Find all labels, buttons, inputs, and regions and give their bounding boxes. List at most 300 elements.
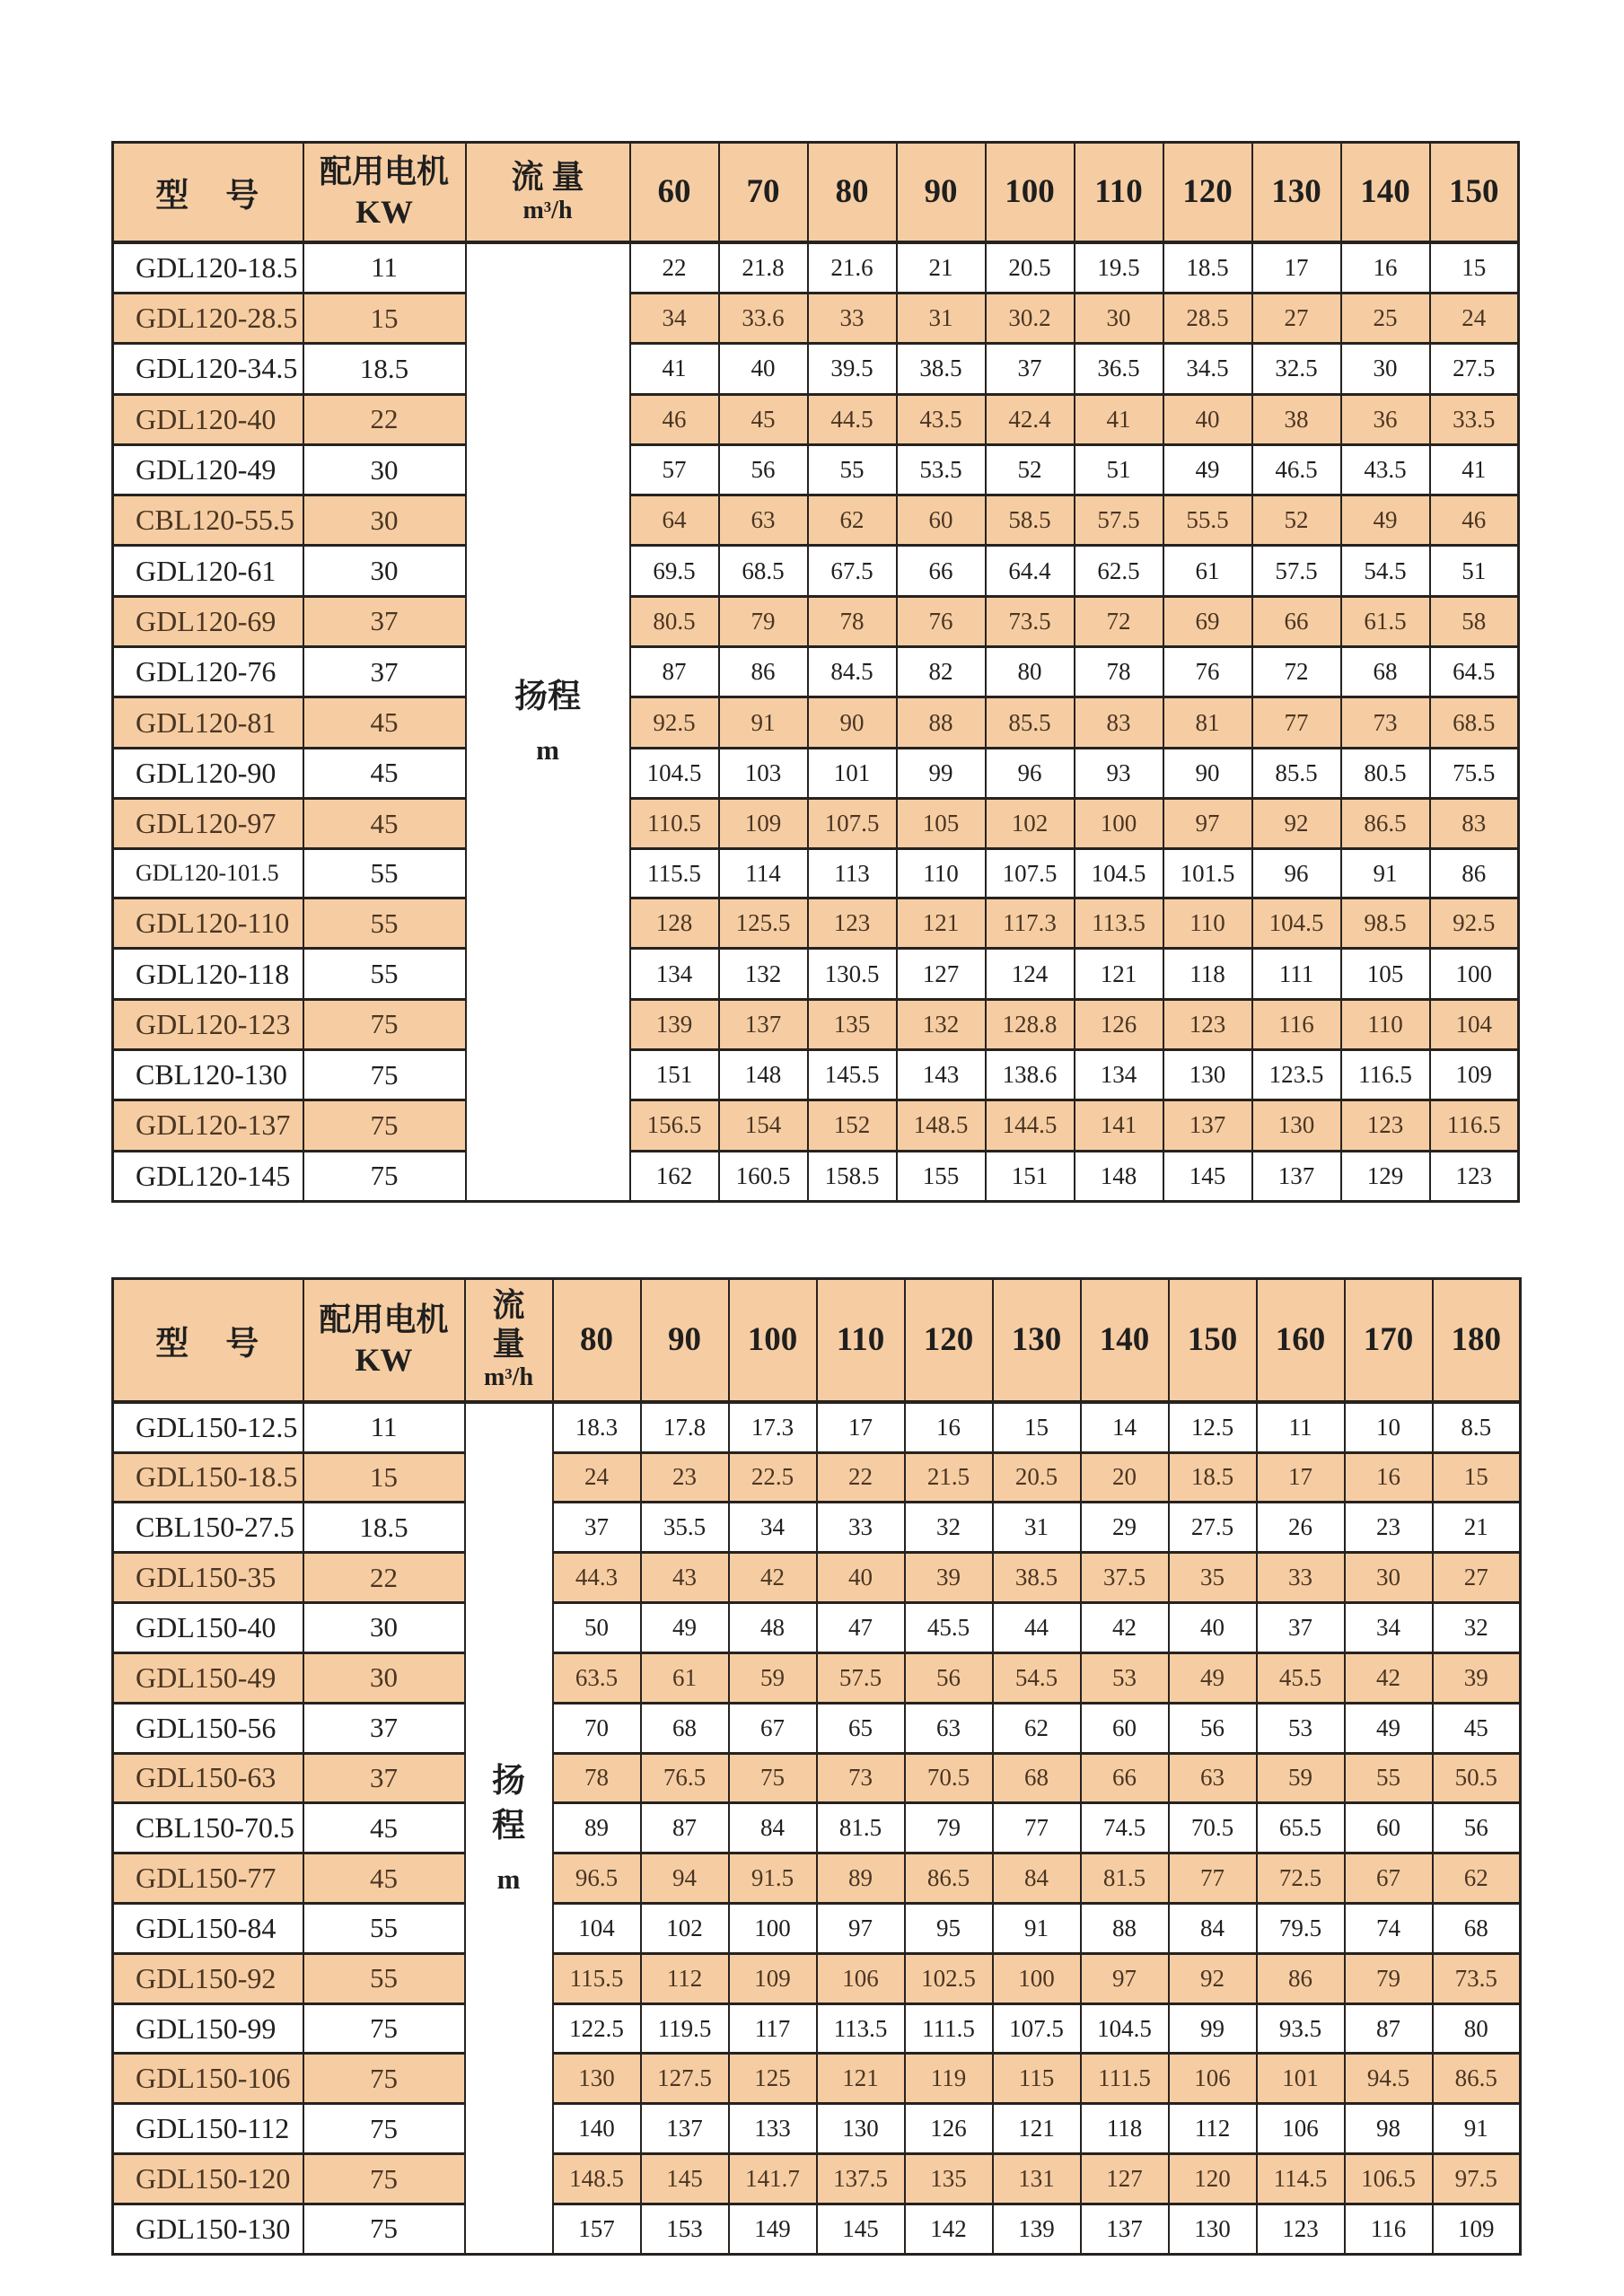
value-cell: 144.5	[986, 1100, 1075, 1151]
kw-cell: 45	[303, 697, 466, 748]
value-cell: 106.5	[1345, 2154, 1433, 2204]
pump-table-gdl150	[111, 1277, 1522, 2256]
value-cell: 45.5	[905, 1603, 993, 1653]
value-cell: 79	[905, 1803, 993, 1853]
value-cell: 78	[1075, 647, 1163, 697]
value-cell: 61	[641, 1652, 729, 1703]
value-cell: 93	[1075, 748, 1163, 798]
flow-rate-header: 170	[1345, 1279, 1433, 1402]
value-cell: 123	[1341, 1100, 1430, 1151]
value-cell: 53	[1257, 1703, 1345, 1753]
value-cell: 135	[905, 2154, 993, 2204]
value-cell: 33.6	[719, 294, 808, 344]
value-cell: 104.5	[1081, 2003, 1169, 2054]
value-cell: 37	[1257, 1603, 1345, 1653]
value-cell: 70	[553, 1703, 641, 1753]
value-cell: 91.5	[729, 1853, 817, 1904]
value-cell: 100	[729, 1903, 817, 1953]
table-row	[113, 898, 1519, 949]
value-cell: 130	[553, 2054, 641, 2104]
value-cell: 33	[1257, 1553, 1345, 1603]
table-row	[113, 1151, 1519, 1201]
value-cell: 43.5	[897, 394, 986, 444]
value-cell: 102.5	[905, 1953, 993, 2003]
value-cell: 28.5	[1163, 294, 1252, 344]
value-cell: 98.5	[1341, 898, 1430, 949]
value-cell: 21.5	[905, 1452, 993, 1503]
value-cell: 128	[630, 898, 719, 949]
value-cell: 60	[897, 495, 986, 546]
value-cell: 45	[1433, 1703, 1521, 1753]
value-cell: 124	[986, 949, 1075, 999]
value-cell: 42	[1081, 1603, 1169, 1653]
value-cell: 68.5	[719, 546, 808, 596]
value-cell: 104.5	[630, 748, 719, 798]
motor-column-header	[303, 143, 466, 242]
value-cell: 109	[1430, 1050, 1519, 1100]
value-cell: 106	[1169, 2054, 1257, 2104]
table-row	[113, 2204, 1521, 2254]
value-cell: 160.5	[719, 1151, 808, 1201]
kw-cell: 22	[303, 394, 466, 444]
value-cell: 112	[641, 1953, 729, 2003]
kw-cell: 75	[303, 1151, 466, 1201]
value-cell: 31	[993, 1503, 1081, 1553]
value-cell: 121	[1075, 949, 1163, 999]
value-cell: 65	[817, 1703, 905, 1753]
value-cell: 86	[719, 647, 808, 697]
table-row	[113, 596, 1519, 646]
table-row	[113, 2104, 1521, 2154]
flow-header-line: 流	[492, 1287, 525, 1324]
value-cell: 111	[1252, 949, 1341, 999]
kw-cell: 55	[303, 1953, 465, 2003]
value-cell: 123	[808, 898, 897, 949]
value-cell: 58.5	[986, 495, 1075, 546]
value-cell: 127.5	[641, 2054, 729, 2104]
value-cell: 48	[729, 1603, 817, 1653]
value-cell: 46.5	[1252, 444, 1341, 495]
table-row	[113, 1050, 1519, 1100]
value-cell: 34	[630, 294, 719, 344]
value-cell: 68	[993, 1753, 1081, 1803]
table-row	[113, 2003, 1521, 2054]
value-cell: 32.5	[1252, 344, 1341, 394]
kw-cell: 45	[303, 1853, 465, 1904]
value-cell: 151	[986, 1151, 1075, 1201]
kw-cell: 75	[303, 1050, 466, 1100]
value-cell: 64	[630, 495, 719, 546]
flow-rate-header: 80	[553, 1279, 641, 1402]
value-cell: 134	[630, 949, 719, 999]
value-cell: 20	[1081, 1452, 1169, 1503]
value-cell: 49	[1341, 495, 1430, 546]
value-cell: 105	[897, 798, 986, 848]
model-cell: GDL150-112	[113, 2104, 303, 2154]
model-cell: GDL150-56	[113, 1703, 303, 1753]
value-cell: 93.5	[1257, 2003, 1345, 2054]
value-cell: 56	[1433, 1803, 1521, 1853]
kw-cell: 75	[303, 1100, 466, 1151]
value-cell: 23	[641, 1452, 729, 1503]
value-cell: 77	[1169, 1853, 1257, 1904]
value-cell: 115.5	[553, 1953, 641, 2003]
value-cell: 38.5	[897, 344, 986, 394]
value-cell: 27	[1433, 1553, 1521, 1603]
table-row	[113, 2054, 1521, 2104]
flow-rate-header: 130	[1252, 143, 1341, 242]
model-cell: GDL120-90	[113, 748, 303, 798]
value-cell: 54.5	[1341, 546, 1430, 596]
value-cell: 61.5	[1341, 596, 1430, 646]
value-cell: 39	[905, 1553, 993, 1603]
value-cell: 132	[897, 999, 986, 1049]
value-cell: 60	[1081, 1703, 1169, 1753]
value-cell: 16	[1345, 1452, 1433, 1503]
value-cell: 131	[993, 2154, 1081, 2204]
value-cell: 89	[817, 1853, 905, 1904]
value-cell: 57.5	[1252, 546, 1341, 596]
value-cell: 115	[993, 2054, 1081, 2104]
head-unit-label: m	[536, 734, 559, 767]
value-cell: 21.6	[808, 242, 897, 294]
value-cell: 27.5	[1430, 344, 1519, 394]
value-cell: 81.5	[817, 1803, 905, 1853]
value-cell: 97	[1163, 798, 1252, 848]
kw-cell: 18.5	[303, 344, 466, 394]
value-cell: 130	[1169, 2204, 1257, 2254]
value-cell: 104.5	[1252, 898, 1341, 949]
value-cell: 45	[719, 394, 808, 444]
value-cell: 40	[1169, 1603, 1257, 1653]
kw-cell: 30	[303, 546, 466, 596]
value-cell: 55	[1345, 1753, 1433, 1803]
table-row	[113, 294, 1519, 344]
value-cell: 84	[1169, 1903, 1257, 1953]
value-cell: 91	[1433, 2104, 1521, 2154]
value-cell: 35.5	[641, 1503, 729, 1553]
value-cell: 30	[1345, 1553, 1433, 1603]
value-cell: 22	[630, 242, 719, 294]
value-cell: 73.5	[986, 596, 1075, 646]
value-cell: 145	[1163, 1151, 1252, 1201]
value-cell: 145	[817, 2204, 905, 2254]
value-cell: 51	[1430, 546, 1519, 596]
value-cell: 64.5	[1430, 647, 1519, 697]
value-cell: 66	[1252, 596, 1341, 646]
model-cell: GDL120-61	[113, 546, 303, 596]
model-cell: GDL150-35	[113, 1553, 303, 1603]
value-cell: 15	[1430, 242, 1519, 294]
value-cell: 84	[993, 1853, 1081, 1904]
table-row	[113, 394, 1519, 444]
model-cell: GDL120-118	[113, 949, 303, 999]
value-cell: 100	[993, 1953, 1081, 2003]
model-cell: GDL150-18.5	[113, 1452, 303, 1503]
flow-header-line: 流 量	[511, 158, 584, 195]
value-cell: 105	[1341, 949, 1430, 999]
value-cell: 106	[817, 1953, 905, 2003]
value-cell: 107.5	[986, 849, 1075, 898]
model-column-header: 型 号	[113, 143, 303, 242]
value-cell: 148.5	[553, 2154, 641, 2204]
value-cell: 43	[641, 1553, 729, 1603]
value-cell: 20.5	[986, 242, 1075, 294]
value-cell: 137	[641, 2104, 729, 2154]
table-row	[113, 697, 1519, 748]
value-cell: 85.5	[1252, 748, 1341, 798]
value-cell: 88	[1081, 1903, 1169, 1953]
value-cell: 126	[905, 2104, 993, 2154]
value-cell: 91	[719, 697, 808, 748]
value-cell: 80.5	[1341, 748, 1430, 798]
value-cell: 123	[1430, 1151, 1519, 1201]
table-row	[113, 2154, 1521, 2204]
value-cell: 141.7	[729, 2154, 817, 2204]
kw-cell: 37	[303, 647, 466, 697]
value-cell: 31	[897, 294, 986, 344]
value-cell: 116	[1252, 999, 1341, 1049]
value-cell: 22	[817, 1452, 905, 1503]
value-cell: 15	[1433, 1452, 1521, 1503]
value-cell: 75.5	[1430, 748, 1519, 798]
value-cell: 57.5	[817, 1652, 905, 1703]
value-cell: 69	[1163, 596, 1252, 646]
value-cell: 84	[729, 1803, 817, 1853]
value-cell: 59	[1257, 1753, 1345, 1803]
value-cell: 92.5	[1430, 898, 1519, 949]
kw-cell: 30	[303, 444, 466, 495]
flow-rate-header: 180	[1433, 1279, 1521, 1402]
value-cell: 30	[1075, 294, 1163, 344]
kw-cell: 45	[303, 798, 466, 848]
model-cell: GDL150-92	[113, 1953, 303, 2003]
head-label-line: 程	[492, 1807, 525, 1845]
value-cell: 153	[641, 2204, 729, 2254]
model-cell: GDL120-18.5	[113, 242, 303, 294]
table-row	[113, 849, 1519, 898]
value-cell: 87	[641, 1803, 729, 1853]
table-row	[113, 1503, 1521, 1553]
model-cell: CBL150-70.5	[113, 1803, 303, 1853]
value-cell: 40	[719, 344, 808, 394]
value-cell: 110	[897, 849, 986, 898]
value-cell: 68.5	[1430, 697, 1519, 748]
value-cell: 114.5	[1257, 2154, 1345, 2204]
value-cell: 60	[1345, 1803, 1433, 1853]
value-cell: 121	[897, 898, 986, 949]
value-cell: 102	[986, 798, 1075, 848]
value-cell: 20.5	[993, 1452, 1081, 1503]
flow-rate-header: 80	[808, 143, 897, 242]
value-cell: 132	[719, 949, 808, 999]
value-cell: 91	[1341, 849, 1430, 898]
value-cell: 17	[817, 1402, 905, 1453]
value-cell: 99	[1169, 2003, 1257, 2054]
value-cell: 68	[641, 1703, 729, 1753]
value-cell: 46	[1430, 495, 1519, 546]
flow-rate-header: 140	[1081, 1279, 1169, 1402]
value-cell: 24	[1430, 294, 1519, 344]
value-cell: 72.5	[1257, 1853, 1345, 1904]
kw-cell: 30	[303, 1652, 465, 1703]
kw-cell: 22	[303, 1553, 465, 1603]
value-cell: 145	[641, 2154, 729, 2204]
value-cell: 21	[897, 242, 986, 294]
model-cell: GDL150-99	[113, 2003, 303, 2054]
value-cell: 70.5	[905, 1753, 993, 1803]
value-cell: 58	[1430, 596, 1519, 646]
value-cell: 27.5	[1169, 1503, 1257, 1553]
value-cell: 91	[993, 1903, 1081, 1953]
value-cell: 37.5	[1081, 1553, 1169, 1603]
value-cell: 59	[729, 1652, 817, 1703]
value-cell: 56	[905, 1652, 993, 1703]
flow-unit-label: m³/h	[522, 197, 573, 225]
head-unit-label: m	[496, 1862, 521, 1895]
head-unit-cell	[466, 242, 630, 1202]
value-cell: 116	[1345, 2204, 1433, 2254]
model-cell: CBL120-55.5	[113, 495, 303, 546]
value-cell: 134	[1075, 1050, 1163, 1100]
value-cell: 103	[719, 748, 808, 798]
value-cell: 107.5	[808, 798, 897, 848]
value-cell: 109	[719, 798, 808, 848]
flow-rate-header: 150	[1430, 143, 1519, 242]
value-cell: 40	[1163, 394, 1252, 444]
value-cell: 57.5	[1075, 495, 1163, 546]
table-row	[113, 1402, 1521, 1453]
value-cell: 55	[808, 444, 897, 495]
value-cell: 104	[1430, 999, 1519, 1049]
table-row	[113, 1100, 1519, 1151]
head-label-line: 扬	[492, 1762, 525, 1800]
value-cell: 36	[1341, 394, 1430, 444]
value-cell: 23	[1345, 1503, 1433, 1553]
model-cell: GDL120-101.5	[113, 849, 303, 898]
flow-rate-header: 100	[729, 1279, 817, 1402]
value-cell: 129	[1341, 1151, 1430, 1201]
table-row	[113, 1703, 1521, 1753]
flow-rate-header: 110	[1075, 143, 1163, 242]
value-cell: 81	[1163, 697, 1252, 748]
value-cell: 110	[1163, 898, 1252, 949]
value-cell: 110.5	[630, 798, 719, 848]
value-cell: 86.5	[1433, 2054, 1521, 2104]
value-cell: 121	[993, 2104, 1081, 2154]
kw-cell: 37	[303, 1703, 465, 1753]
value-cell: 62.5	[1075, 546, 1163, 596]
kw-cell: 75	[303, 999, 466, 1049]
value-cell: 109	[729, 1953, 817, 2003]
value-cell: 154	[719, 1100, 808, 1151]
value-cell: 118	[1081, 2104, 1169, 2154]
value-cell: 75	[729, 1753, 817, 1803]
value-cell: 76.5	[641, 1753, 729, 1803]
table-row	[113, 242, 1519, 294]
value-cell: 101	[1257, 2054, 1345, 2104]
value-cell: 51	[1075, 444, 1163, 495]
value-cell: 63	[905, 1703, 993, 1753]
value-cell: 125.5	[719, 898, 808, 949]
table-row	[113, 1652, 1521, 1703]
value-cell: 96	[1252, 849, 1341, 898]
model-cell: GDL120-28.5	[113, 294, 303, 344]
table-row	[113, 949, 1519, 999]
model-cell: GDL120-137	[113, 1100, 303, 1151]
value-cell: 96.5	[553, 1853, 641, 1904]
value-cell: 16	[1341, 242, 1430, 294]
value-cell: 25	[1341, 294, 1430, 344]
model-cell: GDL120-145	[113, 1151, 303, 1201]
model-cell: GDL150-120	[113, 2154, 303, 2204]
motor-header-line: 配用电机	[319, 153, 449, 189]
value-cell: 40	[817, 1553, 905, 1603]
head-label-line: 扬程	[514, 679, 581, 716]
value-cell: 86.5	[1341, 798, 1430, 848]
value-cell: 79	[719, 596, 808, 646]
value-cell: 66	[1081, 1753, 1169, 1803]
value-cell: 76	[1163, 647, 1252, 697]
value-cell: 104.5	[1075, 849, 1163, 898]
value-cell: 138.6	[986, 1050, 1075, 1100]
value-cell: 34	[1345, 1603, 1433, 1653]
value-cell: 97.5	[1433, 2154, 1521, 2204]
value-cell: 78	[553, 1753, 641, 1803]
value-cell: 148	[719, 1050, 808, 1100]
value-cell: 98	[1345, 2104, 1433, 2154]
value-cell: 63	[1169, 1753, 1257, 1803]
value-cell: 29	[1081, 1503, 1169, 1553]
value-cell: 14	[1081, 1402, 1169, 1453]
value-cell: 94	[641, 1853, 729, 1904]
value-cell: 145.5	[808, 1050, 897, 1100]
value-cell: 116.5	[1341, 1050, 1430, 1100]
value-cell: 78	[808, 596, 897, 646]
value-cell: 97	[1081, 1953, 1169, 2003]
value-cell: 21	[1433, 1503, 1521, 1553]
value-cell: 37	[986, 344, 1075, 394]
value-cell: 80	[986, 647, 1075, 697]
value-cell: 88	[897, 697, 986, 748]
kw-cell: 45	[303, 748, 466, 798]
kw-cell: 75	[303, 2054, 465, 2104]
value-cell: 157	[553, 2204, 641, 2254]
value-cell: 76	[897, 596, 986, 646]
value-cell: 63	[719, 495, 808, 546]
flow-header-line: 量	[492, 1325, 525, 1362]
value-cell: 90	[1163, 748, 1252, 798]
value-cell: 123	[1163, 999, 1252, 1049]
value-cell: 39.5	[808, 344, 897, 394]
flow-column-header	[465, 1279, 553, 1402]
value-cell: 119.5	[641, 2003, 729, 2054]
kw-cell: 55	[303, 849, 466, 898]
table-row	[113, 999, 1519, 1049]
value-cell: 73	[817, 1753, 905, 1803]
value-cell: 39	[1433, 1652, 1521, 1703]
kw-cell: 55	[303, 898, 466, 949]
value-cell: 65.5	[1257, 1803, 1345, 1853]
value-cell: 67.5	[808, 546, 897, 596]
flow-column-header	[466, 143, 630, 242]
value-cell: 86	[1257, 1953, 1345, 2003]
value-cell: 21.8	[719, 242, 808, 294]
value-cell: 33	[808, 294, 897, 344]
kw-cell: 45	[303, 1803, 465, 1853]
value-cell: 30	[1341, 344, 1430, 394]
pump-table-gdl120	[111, 141, 1520, 1203]
